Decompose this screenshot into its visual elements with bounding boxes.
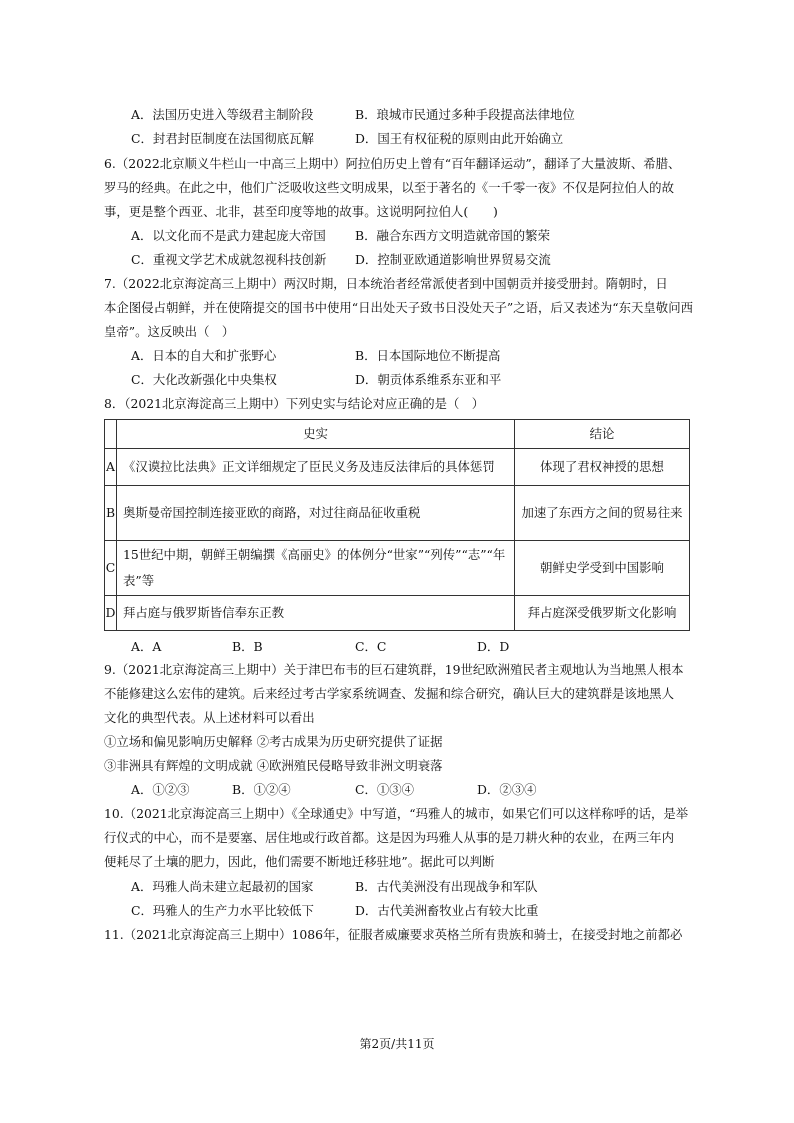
q9-option-a: A．①②③ — [131, 782, 190, 797]
row-conclusion: 体现了君权神授的思想 — [515, 449, 690, 486]
page-number: 第2页/共11页 — [359, 1037, 435, 1051]
row-fact: 15世纪中期，朝鲜王朝编撰《高丽史》的体例分“世家”“列传”“志”“年表”等 — [117, 541, 515, 596]
row-conclusion: 加速了东西方之间的贸易往来 — [515, 486, 690, 541]
q8-option-c: C．C — [355, 639, 387, 654]
row-fact: 《汉谟拉比法典》正文详细规定了臣民义务及违反法律后的具体惩罚 — [117, 449, 515, 486]
fact-conclusion-table — [104, 419, 690, 631]
row-label: C — [105, 541, 117, 596]
q10-option-c: C．玛雅人的生产力水平比较低下 — [131, 903, 314, 918]
row-conclusion: 朝鲜史学受到中国影响 — [515, 541, 690, 596]
table-row — [105, 541, 690, 596]
q10-option-a: A．玛雅人尚未建立起最初的国家 — [131, 879, 314, 894]
q9-stem-line: 文化的典型代表。从上述材料可以看出 — [104, 710, 315, 725]
q9-option-b: B．①②④ — [232, 782, 291, 797]
q6-stem-line: 事，更是整个西亚、北非，甚至印度等地的故事。这说明阿拉伯人( ) — [104, 204, 498, 219]
q10-option-b: B．古代美洲没有出现战争和军队 — [355, 879, 538, 894]
q9-option-c: C．①③④ — [355, 782, 415, 797]
row-label: D — [105, 596, 117, 631]
q6-option-b: B．融合东西方文明造就帝国的繁荣 — [355, 228, 550, 243]
q5-option-b: B．琅城市民通过多种手段提高法律地位 — [355, 107, 575, 122]
table-header-conclusion: 结论 — [515, 420, 690, 449]
q8-option-b: B．B — [232, 639, 263, 654]
q11-stem-line: 11.（2021北京海淀高三上期中）1086年，征服者威廉要求英格兰所有贵族和骑士，在接受封地之前都必 — [104, 927, 683, 942]
q7-option-d: D．朝贡体系维系东亚和平 — [355, 372, 502, 387]
q9-stem-line: 9.（2021北京海淀高三上期中）关于津巴布韦的巨石建筑群，19世纪欧洲殖民者主观地认为当地黑人根本 — [104, 662, 684, 677]
row-fact: 奥斯曼帝国控制连接亚欧的商路，对过往商品征收重税 — [117, 486, 515, 541]
q8-stem-line: 8．（2021北京海淀高三上期中）下列史实与结论对应正确的是（ ） — [104, 396, 485, 411]
table-row — [105, 486, 690, 541]
q5-option-d: D．国王有权征税的原则由此开始确立 — [355, 131, 564, 146]
q7-option-a: A．日本的自大和扩张野心 — [131, 348, 277, 363]
q7-stem-line: 皇帝”。这反映出（ ） — [104, 324, 235, 339]
table-header-fact: 史实 — [117, 420, 515, 449]
table-header-cell — [105, 420, 117, 449]
q8-option-d: D．D — [477, 639, 510, 654]
q8-option-a: A．A — [131, 639, 162, 654]
q10-stem-line: 行仪式的中心，而不是要塞、居住地或行政首都。这是因为玛雅人从事的是刀耕火种的农业，在两三年内 — [104, 830, 674, 845]
q7-option-b: B．日本国际地位不断提高 — [355, 348, 501, 363]
q9-stem-line: 不能修建这么宏伟的建筑。后来经过考古学家系统调查、发掘和综合研究，确认巨大的建筑群是该地黑人 — [104, 686, 674, 701]
q9-option-d: D．②③④ — [477, 782, 537, 797]
q9-statement-line: ①立场和偏见影响历史解释 ②考古成果为历史研究提供了证据 — [104, 734, 443, 749]
q10-stem-line: 10.（2021北京海淀高三上期中）《全球通史》中写道，“玛雅人的城市，如果它们可以这样称呼的话，是举 — [104, 806, 689, 821]
q9-statement-line: ③非洲具有辉煌的文明成就 ④欧洲殖民侵略导致非洲文明衰落 — [104, 758, 443, 773]
table-header-row — [105, 420, 690, 449]
q7-stem-line: 本企图侵占朝鲜，并在使隋提交的国书中使用“日出处天子致书日没处天子”之语，后又表述为“东天皇敬问西 — [104, 300, 693, 315]
row-label: A — [105, 449, 117, 486]
q7-stem-line: 7.（2022北京海淀高三上期中）两汉时期，日本统治者经常派使者到中国朝贡并接受册封。隋朝时，日 — [104, 276, 668, 291]
q5-option-c: C．封君封臣制度在法国彻底瓦解 — [131, 131, 314, 146]
row-conclusion: 拜占庭深受俄罗斯文化影响 — [515, 596, 690, 631]
table-row — [105, 596, 690, 631]
q6-option-a: A．以文化而不是武力建起庞大帝国 — [131, 228, 326, 243]
row-label: B — [105, 486, 117, 541]
q10-option-d: D．古代美洲畜牧业占有较大比重 — [355, 903, 539, 918]
row-fact: 拜占庭与俄罗斯皆信奉东正教 — [117, 596, 515, 631]
q6-option-c: C．重视文学艺术成就忽视科技创新 — [131, 252, 327, 267]
q6-stem-line: 6.（2022北京顺义牛栏山一中高三上期中）阿拉伯历史上曾有“百年翻译运动”，翻译了大量波斯、希腊、 — [104, 156, 681, 171]
table-row — [105, 449, 690, 486]
q6-stem-line: 罗马的经典。在此之中，他们广泛吸收这些文明成果，以至于著名的《一千零一夜》不仅是阿拉伯人的故 — [104, 180, 674, 195]
q5-option-a: A．法国历史进入等级君主制阶段 — [131, 107, 314, 122]
q10-stem-line: 便耗尽了土壤的肥力，因此，他们需要不断地迁移驻地”。据此可以判断 — [104, 854, 495, 869]
q6-option-d: D．控制亚欧通道影响世界贸易交流 — [355, 252, 551, 267]
q7-option-c: C．大化改新强化中央集权 — [131, 372, 277, 387]
